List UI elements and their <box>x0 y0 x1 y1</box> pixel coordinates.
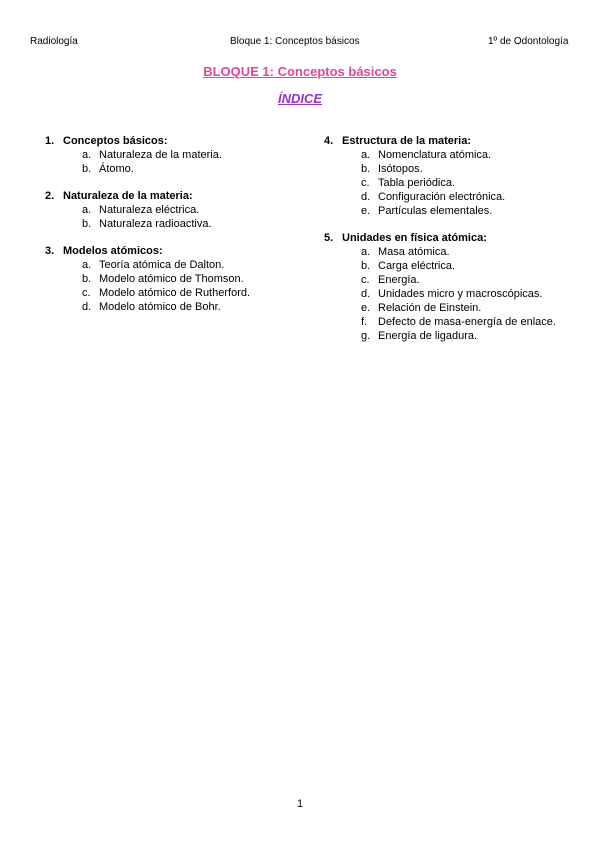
subitem-text: Energía de ligadura. <box>378 330 478 342</box>
index-subitem <box>324 245 584 259</box>
index-subitem <box>45 286 295 300</box>
index-subitem <box>324 259 584 273</box>
subitem-letter: c. <box>82 287 91 299</box>
index-subitem <box>45 217 295 231</box>
subitem-text: Partículas elementales. <box>378 205 493 217</box>
index-subitem <box>324 287 584 301</box>
header-course: 1º de Odontología <box>488 36 569 47</box>
index-section <box>45 244 295 314</box>
section-number: 4. <box>324 135 334 147</box>
index-section <box>45 134 295 176</box>
index-subitem <box>45 272 295 286</box>
index-subitem <box>324 273 584 287</box>
section-title: Unidades en física atómica: <box>342 232 487 244</box>
section-title: Modelos atómicos: <box>63 245 163 257</box>
subitem-letter: b. <box>82 273 92 285</box>
subitem-letter: d. <box>361 191 371 203</box>
header-subject: Radiología <box>30 36 78 47</box>
subitem-text: Tabla periódica. <box>378 177 456 189</box>
page-number: 1 <box>296 798 304 810</box>
subitem-letter: e. <box>361 205 371 217</box>
subitem-letter: a. <box>82 204 92 216</box>
index-column-left <box>45 134 295 327</box>
subitem-text: Masa atómica. <box>378 246 450 258</box>
block-title: BLOQUE 1: Conceptos básicos <box>203 64 397 79</box>
index-section <box>45 189 295 231</box>
subitem-letter: d. <box>82 301 92 313</box>
index-column-right <box>324 134 584 356</box>
section-title: Estructura de la materia: <box>342 135 471 147</box>
index-subitem <box>45 162 295 176</box>
section-number: 5. <box>324 232 334 244</box>
index-subitem <box>324 301 584 315</box>
subitem-letter: b. <box>361 163 371 175</box>
index-subitem <box>324 329 584 343</box>
subitem-text: Defecto de masa-energía de enlace. <box>378 316 556 328</box>
subitem-text: Isótopos. <box>378 163 423 175</box>
section-heading <box>324 134 584 148</box>
index-subitem <box>324 162 584 176</box>
section-heading <box>324 231 584 245</box>
subitem-letter: c. <box>361 177 370 189</box>
subitem-text: Nomenclatura atómica. <box>378 149 492 161</box>
subitem-text: Energía. <box>378 274 420 286</box>
index-subitem <box>324 148 584 162</box>
subitem-letter: a. <box>361 246 371 258</box>
subitem-text: Unidades micro y macroscópicas. <box>378 288 543 300</box>
subitem-letter: a. <box>82 149 92 161</box>
subitem-text: Relación de Einstein. <box>378 302 482 314</box>
index-subitem <box>45 300 295 314</box>
index-subitem <box>324 190 584 204</box>
subitem-letter: d. <box>361 288 371 300</box>
subitem-letter: b. <box>82 163 92 175</box>
subitem-letter: a. <box>82 259 92 271</box>
subitem-text: Átomo. <box>99 163 134 175</box>
index-section <box>324 231 584 343</box>
header-block: Bloque 1: Conceptos básicos <box>230 36 360 47</box>
subitem-text: Naturaleza eléctrica. <box>99 204 200 216</box>
subitem-letter: b. <box>82 218 92 230</box>
section-heading <box>45 134 295 148</box>
index-subitem <box>45 148 295 162</box>
section-heading <box>45 244 295 258</box>
subitem-letter: g. <box>361 330 371 342</box>
index-subitem <box>45 258 295 272</box>
section-number: 1. <box>45 135 55 147</box>
subitem-text: Naturaleza de la materia. <box>99 149 222 161</box>
subitem-text: Modelo atómico de Thomson. <box>99 273 244 285</box>
subitem-letter: c. <box>361 274 370 286</box>
subitem-letter: f. <box>361 316 368 328</box>
section-heading <box>45 189 295 203</box>
subitem-text: Configuración electrónica. <box>378 191 506 203</box>
section-number: 3. <box>45 245 55 257</box>
subitem-letter: e. <box>361 302 371 314</box>
subitem-letter: a. <box>361 149 371 161</box>
subitem-letter: b. <box>361 260 371 272</box>
index-section <box>324 134 584 218</box>
index-title: ÍNDICE <box>277 91 323 106</box>
index-subitem <box>324 176 584 190</box>
subitem-text: Modelo atómico de Bohr. <box>99 301 221 313</box>
section-title: Conceptos básicos: <box>63 135 168 147</box>
index-subitem <box>324 315 584 329</box>
subitem-text: Teoría atómica de Dalton. <box>99 259 225 271</box>
section-title: Naturaleza de la materia: <box>63 190 193 202</box>
index-subitem <box>45 203 295 217</box>
subitem-text: Naturaleza radioactiva. <box>99 218 212 230</box>
section-number: 2. <box>45 190 55 202</box>
subitem-text: Carga eléctrica. <box>378 260 456 272</box>
subitem-text: Modelo atómico de Rutherford. <box>99 287 251 299</box>
index-subitem <box>324 204 584 218</box>
